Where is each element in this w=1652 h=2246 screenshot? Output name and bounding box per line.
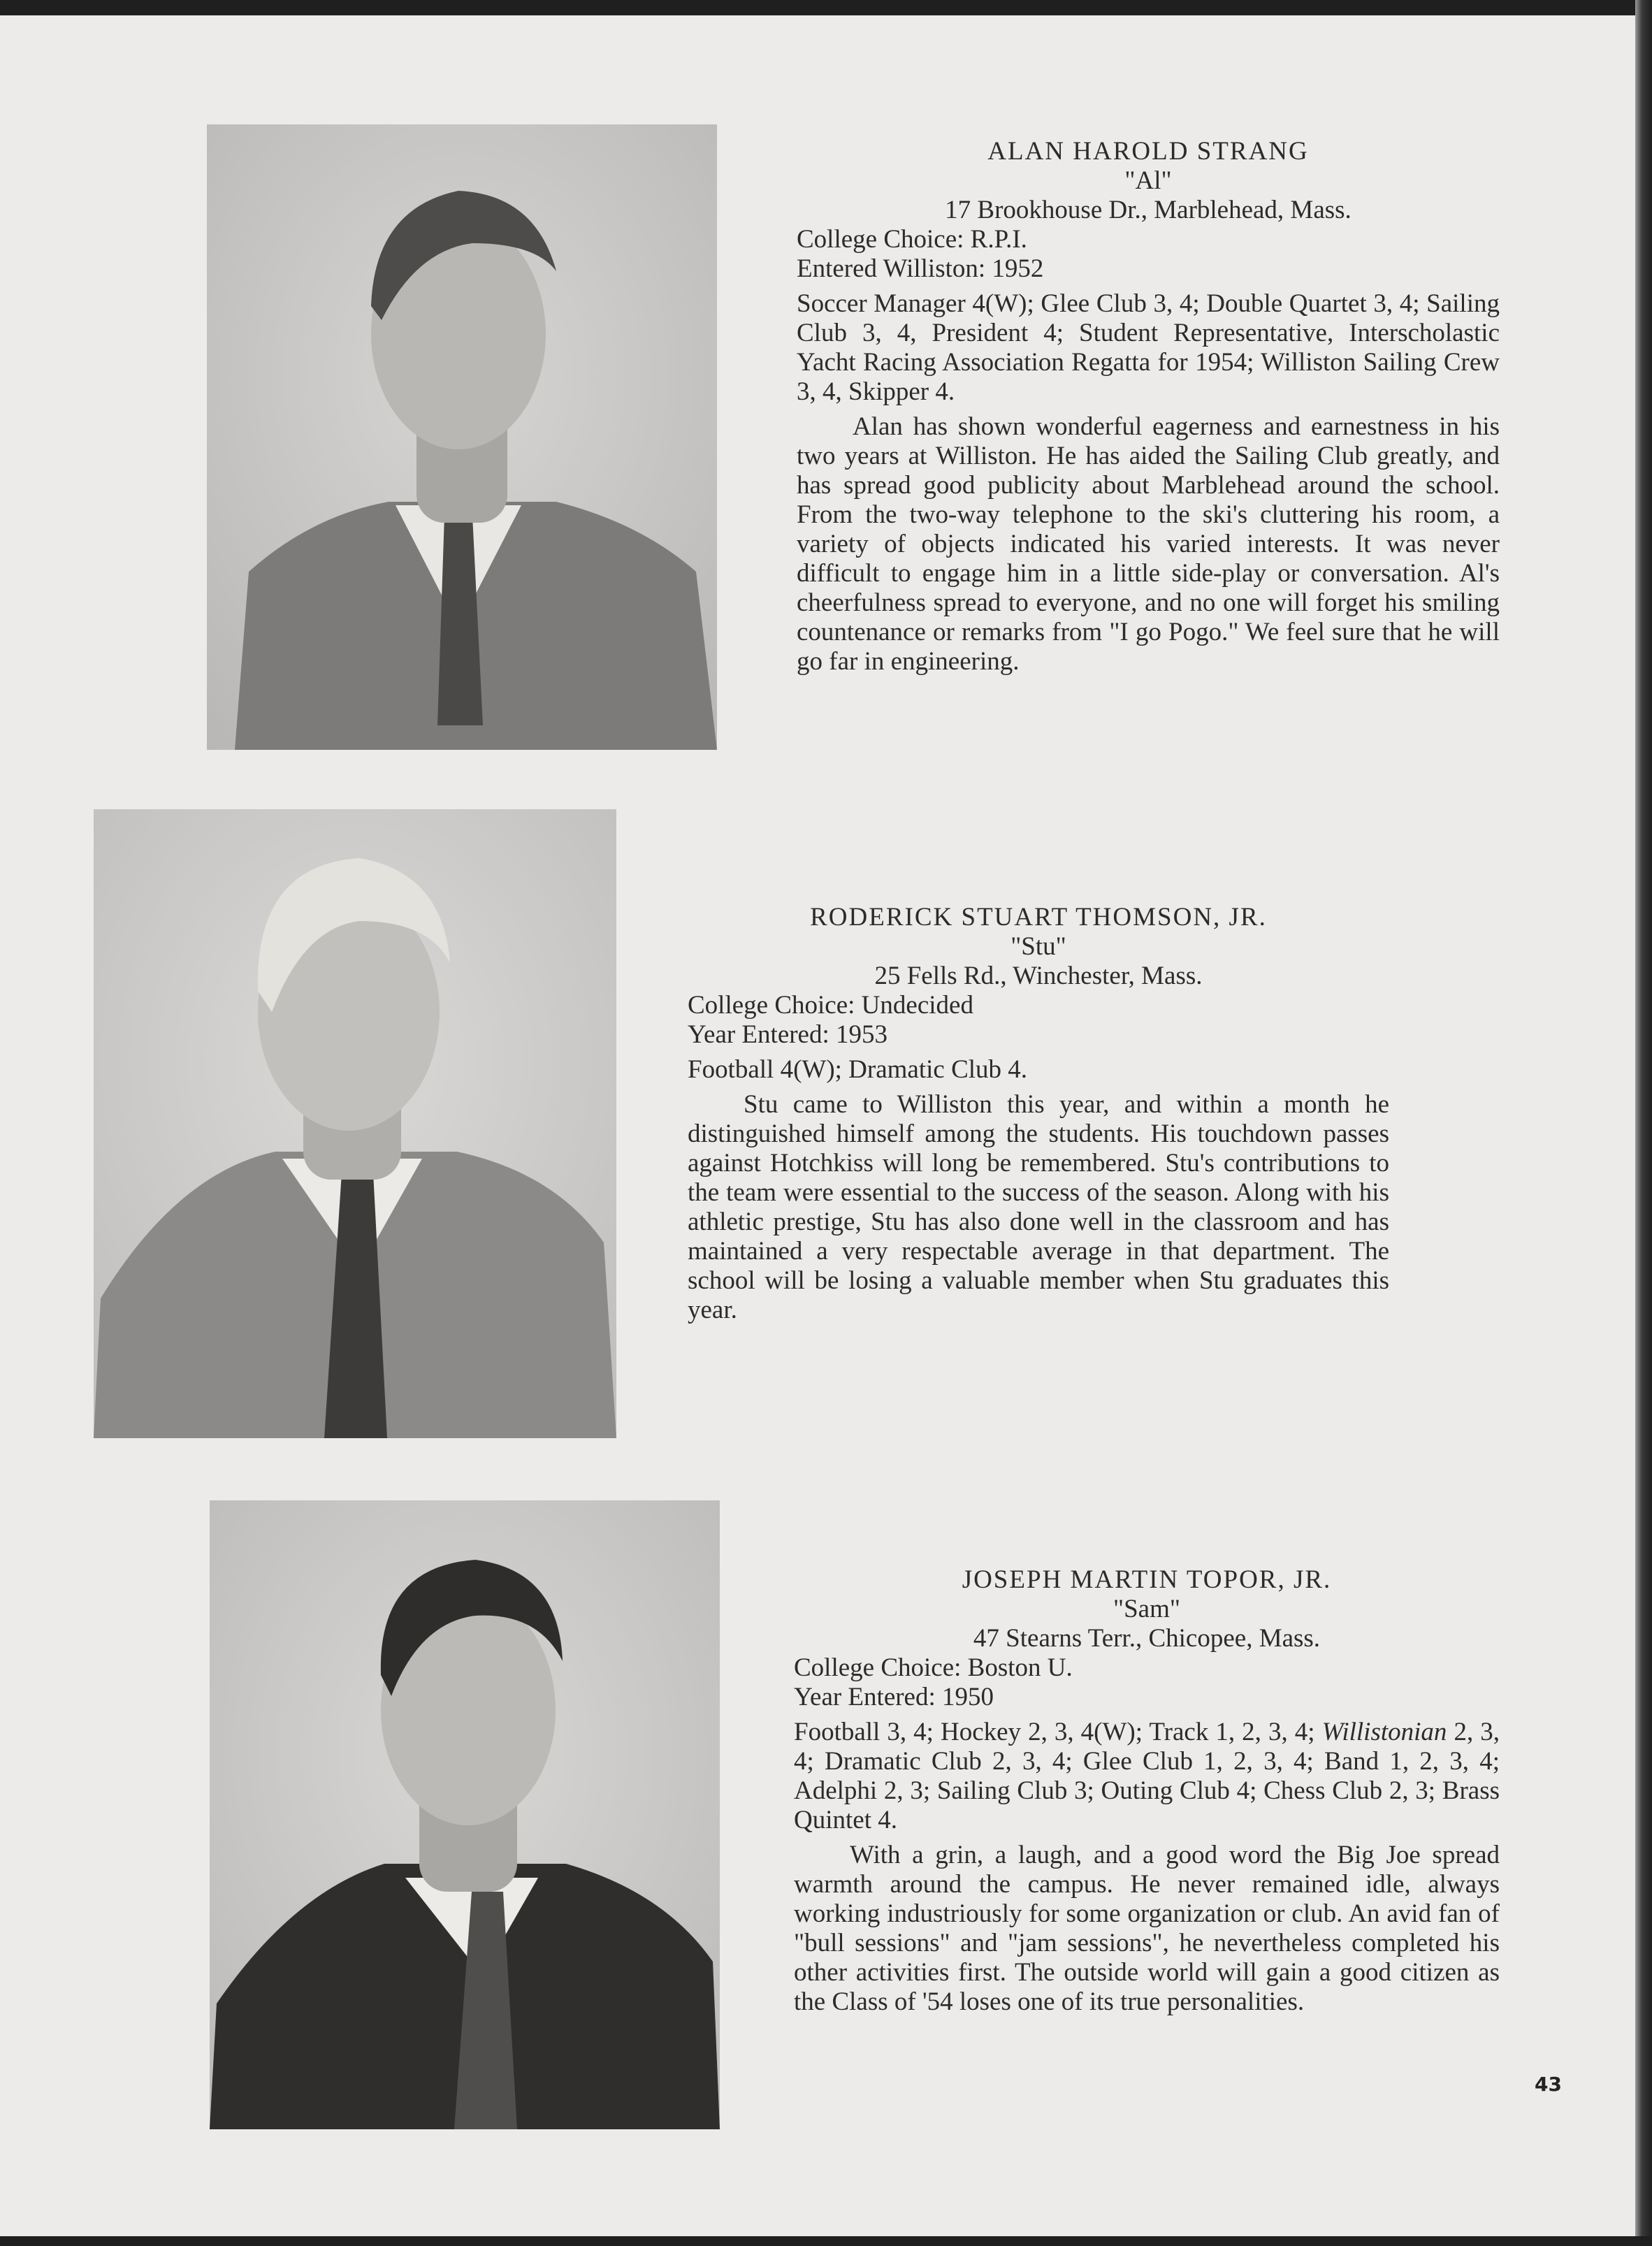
portrait-photo-topor xyxy=(210,1500,720,2129)
college-choice-label: College Choice: xyxy=(797,225,964,254)
college-choice-value: Undecided xyxy=(861,991,973,1020)
college-choice xyxy=(688,991,1389,1020)
student-activities: Soccer Manager 4(W); Glee Club 3, 4; Double Quartet 3, 4; Sailing Club 3, 4, President 4; Student Representative, Interscholastic Yacht Racing Association Regatta for 1954; Williston Sailing Crew 3, 4, Skipper 4. xyxy=(797,289,1500,406)
college-choice-value: R.P.I. xyxy=(970,225,1027,254)
student-address: 17 Brookhouse Dr., Marblehead, Mass. xyxy=(945,196,1352,224)
student-nickname: "Stu" xyxy=(1010,932,1066,961)
student-address: 47 Stearns Terr., Chicopee, Mass. xyxy=(973,1624,1321,1653)
college-choice-label: College Choice: xyxy=(794,1653,962,1682)
portrait-photo-thomson xyxy=(94,809,616,1438)
year-entered-value: 1953 xyxy=(836,1020,888,1049)
student-activities: Football 4(W); Dramatic Club 4. xyxy=(688,1055,1028,1084)
college-choice xyxy=(797,225,1500,254)
year-entered xyxy=(797,254,1500,284)
student-address: 25 Fells Rd., Winchester, Mass. xyxy=(874,962,1203,990)
student-activities xyxy=(794,1718,1500,1835)
year-entered-value: 1952 xyxy=(992,254,1044,283)
activities-text: Football 3, 4; Hockey 2, 3, 4(W); Track 1, 2, 3, 4; xyxy=(794,1718,1322,1746)
year-entered xyxy=(688,1020,1389,1050)
scan-top-border xyxy=(0,0,1652,15)
college-choice xyxy=(794,1653,1500,1683)
student-bio: Alan has shown wonderful eagerness and earnestness in his two years at Williston. He has aided the Sailing Club greatly, and has spread good publicity about Marblehead around the school. From the two-way telephone to the ski's cluttering his room, a variety of objects indicated his varied interests. It was never difficult to engage him in a little side-play or conversation. Al's cheerfulness spread to everyone, and no one will forget his smiling countenance or remarks from "I go Pogo." We feel sure that he will go far in engineering. xyxy=(797,412,1500,676)
year-entered-label: Year Entered: xyxy=(688,1020,829,1049)
activities-publication: Willistonian xyxy=(1321,1718,1447,1746)
year-entered-label: Year Entered: xyxy=(794,1683,936,1711)
student-name: JOSEPH MARTIN TOPOR, JR. xyxy=(962,1565,1332,1594)
student-bio: With a grin, a laugh, and a good word the Big Joe spread warmth around the campus. He never remained idle, always working industriously for some organization or club. An avid fan of "bull sessions" and "jam sessions", he nevertheless completed his other activities first. The outside world will gain a good citizen as the Class of '54 loses one of its true personalities. xyxy=(794,1841,1500,2016)
student-entry-strang xyxy=(797,137,1500,676)
year-entered-label: Entered Williston: xyxy=(797,254,986,283)
student-nickname: "Sam" xyxy=(1113,1595,1180,1623)
year-entered xyxy=(794,1683,1500,1712)
student-nickname: "Al" xyxy=(1124,166,1172,195)
student-entry-thomson xyxy=(688,903,1389,1325)
college-choice-value: Boston U. xyxy=(967,1653,1073,1682)
student-name: RODERICK STUART THOMSON, JR. xyxy=(810,903,1267,932)
scan-bottom-border xyxy=(0,2236,1652,2246)
portrait-photo-strang xyxy=(207,124,717,750)
scan-right-edge xyxy=(1635,0,1652,2246)
college-choice-label: College Choice: xyxy=(688,991,855,1020)
student-entry-topor xyxy=(794,1565,1500,2017)
activities-text-continued: 2, 3, 4; Dramatic Club 2, 3, 4; Glee Club 1, 2, 3, 4; Band 1, 2, 3, 4; Adelphi 2, 3; Sailing Club 3; Outing Club 4; Chess Club 2, 3; Brass Quintet 4. xyxy=(794,1718,1500,1834)
page-number: 43 xyxy=(1535,2073,1562,2096)
student-bio: Stu came to Williston this year, and within a month he distinguished himself among the students. His touchdown passes against Hotchkiss will long be remembered. Stu's contributions to the team were essential to the success of the season. Along with his athletic prestige, Stu has also done well in the classroom and has maintained a very respectable average in that department. The school will be losing a valuable member when Stu graduates this year. xyxy=(688,1090,1389,1324)
student-name: ALAN HAROLD STRANG xyxy=(987,137,1309,166)
year-entered-value: 1950 xyxy=(942,1683,994,1711)
